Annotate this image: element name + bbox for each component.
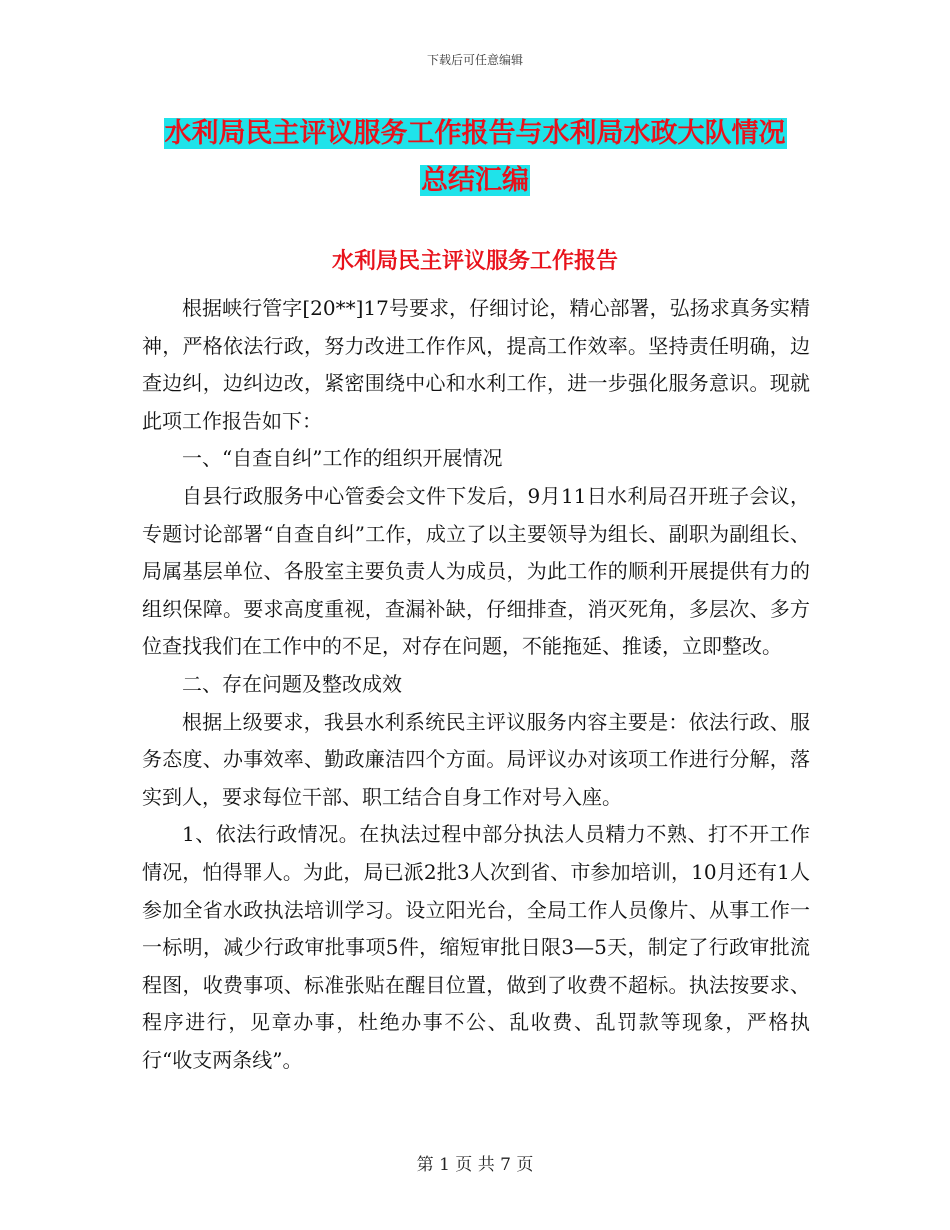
document-body [142, 290, 810, 1079]
section-heading-2: 二、存在问题及整改成效 [182, 671, 402, 696]
document-title-line-1: 水利局民主评议服务工作报告与水利局水政大队情况 [164, 118, 786, 149]
document-title [0, 110, 950, 204]
section-heading-1: 一、“自查自纠”工作的组织开展情况 [182, 446, 503, 471]
section-title: 水利局民主评议服务工作报告 [331, 249, 618, 274]
page-number: 第 1 页 共 7 页 [416, 1155, 534, 1175]
body-paragraph-review-content: 根据上级要求，我县水利系统民主评议服务内容主要是：依法行政、服务态度、办事效率、勤政廉洁四个方面。局评议办对该项工作进行分解，落实到人，要求每位干部、职工结合自身工作对号入座。 [142, 709, 810, 809]
body-paragraph-law-enforcement: 1、依法行政情况。在执法过程中部分执法人员精力不熟、打不开工作情况，怕得罪人。为此，局已派2批3人次到省、市参加培训，10月还有1人参加全省水政执法培训学习。设立阳光台，全局工作人员像片、从事工作一一标明，减少行政审批事项5件，缩短审批日限3—5天，制定了行政审批流程图，收费事项、标准张贴在醒目位置，做到了收费不超标。执法按要求、程序进行，见章办事，杜绝办事不公、乱收费、乱罚款等现象，严格执行“收支两条线”。 [142, 822, 810, 1072]
page-header: 下载后可任意编辑 [426, 53, 523, 67]
body-paragraph-organization: 自县行政服务中心管委会文件下发后，9月11日水利局召开班子会议，专题讨论部署“自查自纠”工作，成立了以主要领导为组长、副职为副组长、局属基层单位、各股室主要负责人为成员，为此工作的顺利开展提供有力的组织保障。要求高度重视，查漏补缺，仔细排查，消灭死角，多层次、多方位查找我们在工作中的不足，对存在问题，不能拖延、推诿，立即整改。 [142, 483, 810, 659]
body-paragraph-intro: 根据峡行管字[20**]17号要求，仔细讨论，精心部署，弘扬求真务实精神，严格依法行政，努力改进工作作风，提高工作效率。坚持责任明确，边查边纠，边纠边改，紧密围绕中心和水利工作，进一步强化服务意识。现就此项工作报告如下： [142, 296, 810, 433]
document-title-line-2: 总结汇编 [421, 165, 529, 196]
